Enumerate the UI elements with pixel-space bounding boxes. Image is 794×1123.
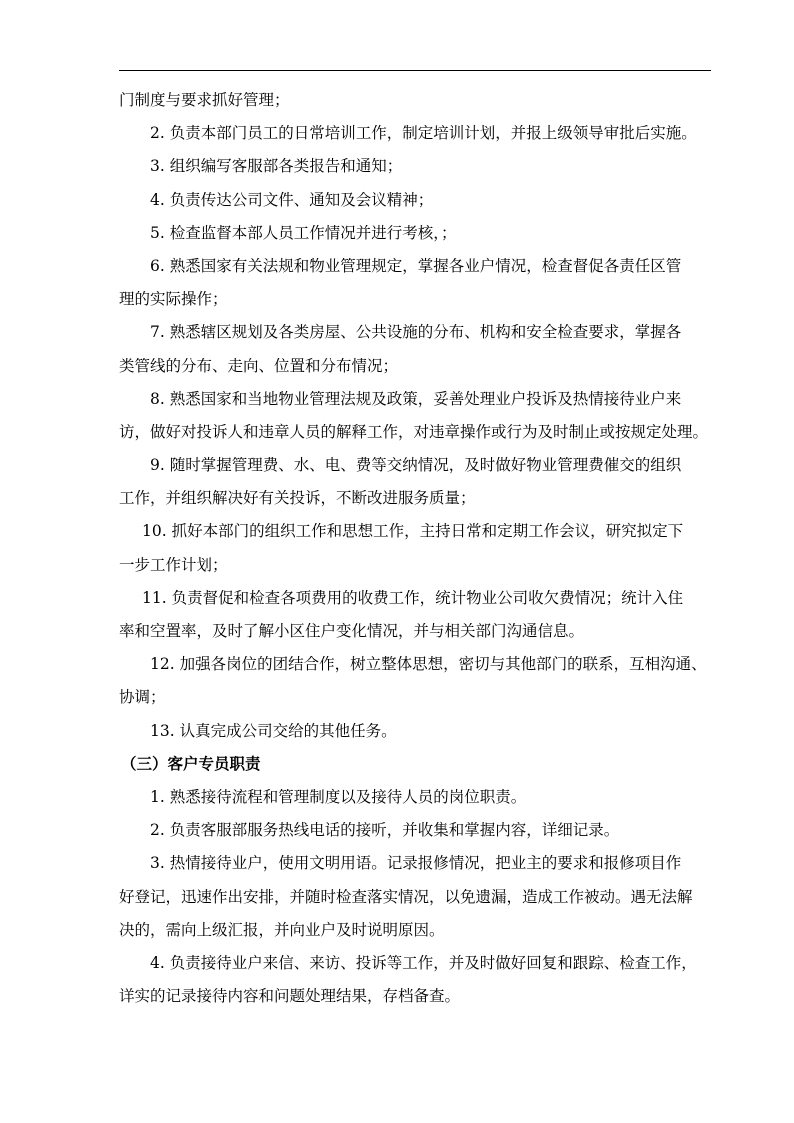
text-line: 10. 抓好本部门的组织工作和思想工作，主持日常和定期工作会议，研究拟定下 [142,522,684,541]
text-line: 13. 认真完成公司交给的其他任务。 [150,721,397,740]
text-line: 决的，需向上级汇报，并向业户及时说明原因。 [119,920,445,939]
text-line: 一步工作计划； [119,555,228,574]
text-line: 7. 熟悉辖区规划及各类房屋、公共设施的分布、机构和安全检查要求，掌握各 [150,323,682,342]
text-line: 2. 负责客服部服务热线电话的接听，并收集和掌握内容，详细记录。 [150,821,620,840]
text-line: 2. 负责本部门员工的日常培训工作，制定培训计划，并报上级领导审批后实施。 [150,124,697,143]
text-line: 5. 检查监督本部人员工作情况并进行考核，； [150,223,457,242]
text-line: 工作，并组织解决好有关投诉，不断改进服务质量； [119,489,476,508]
text-line: 3. 热情接待业户，使用文明用语。记录报修情况，把业主的要求和报修项目作 [150,854,682,873]
text-line: 4. 负责传达公司文件、通知及会议精神； [150,190,434,209]
text-line: 好登记，迅速作出安排，并随时检查落实情况，以免遗漏，造成工作被动。遇无法解 [119,887,693,906]
text-line: 类管线的分布、走向、位置和分布情况； [119,356,399,375]
text-line: 门制度与要求抓好管理； [119,91,290,109]
text-line: 8. 熟悉国家和当地物业管理法规及政策，妥善处理业户投诉及热情接待业户来 [150,389,682,408]
text-line: 理的实际操作； [119,290,228,309]
text-line: 详实的记录接待内容和问题处理结果，存档备查。 [119,987,461,1006]
text-line: 3. 组织编写客服部各类报告和通知； [150,157,403,176]
text-line: 11. 负责督促和检查各项费用的收费工作，统计物业公司收欠费情况；统计入住 [142,588,684,607]
text-line: 6. 熟悉国家有关法规和物业管理规定，掌握各业户情况，检查督促各责任区管 [150,256,682,275]
text-line: 1. 熟悉接待流程和管理制度以及接待人员的岗位职责。 [150,787,527,806]
document-body [119,84,711,1013]
text-line: 9. 随时掌握管理费、水、电、费等交纳情况，及时做好物业管理费催交的组织 [150,456,682,475]
text-line: 率和空置率，及时了解小区住户变化情况，并与相关部门沟通信息。 [119,622,585,640]
text-line: 4. 负责接待业户来信、来访、投诉等工作，并及时做好回复和跟踪、检查工作， [150,953,697,972]
section-heading: （三）客户专员职责 [121,754,261,773]
text-line: 访，做好对投诉人和违章人员的解释工作，对违章操作或行为及时制止或按规定处理。 [119,422,709,441]
header-rule [119,70,711,71]
text-line: 协调； [119,688,166,707]
text-line: 12. 加强各岗位的团结合作，树立整体思想，密切与其他部门的联系，互相沟通、 [150,655,707,674]
